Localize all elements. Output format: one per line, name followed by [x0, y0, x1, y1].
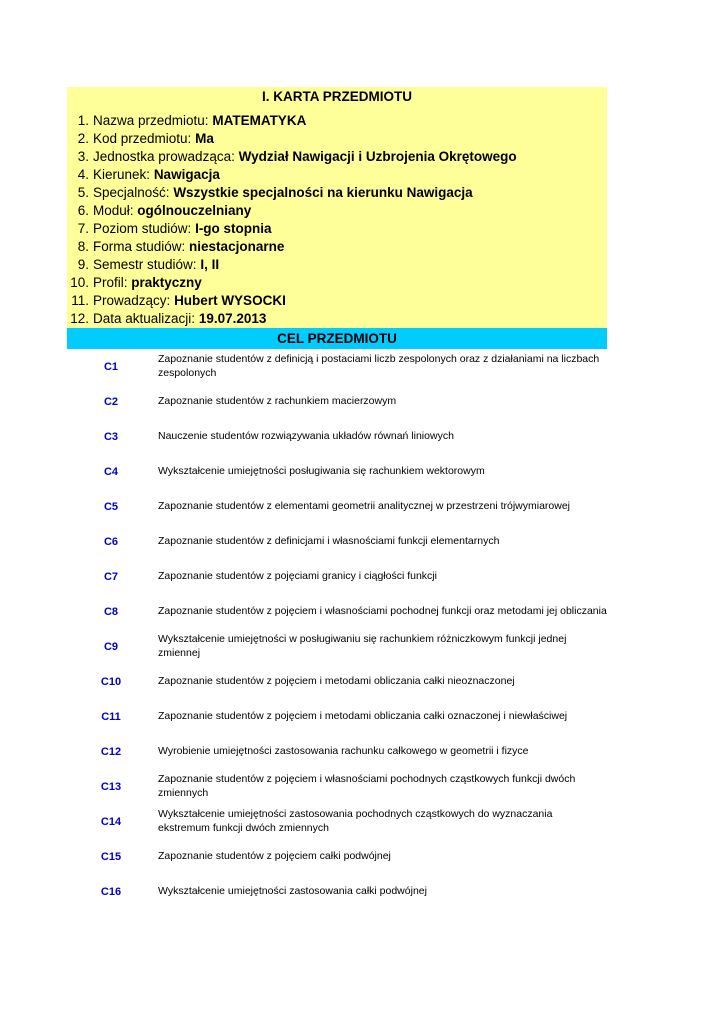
field-number: 5.	[77, 185, 89, 200]
goal-description: Zapoznanie studentów z elementami geometrii analitycznej w przestrzeni trójwymiarowej	[158, 499, 571, 512]
field-value: Wydział Nawigacji i Uzbrojenia Okrętowego	[238, 149, 517, 164]
karta-title: I. KARTA PRZEDMIOTU	[262, 89, 412, 104]
goal-row	[67, 874, 607, 909]
goal-code: C14	[100, 815, 122, 828]
field-number: 12.	[70, 311, 89, 326]
karta-field-row	[67, 292, 607, 310]
goal-text-cell	[158, 699, 607, 734]
karta-field-row	[67, 130, 607, 148]
field-label: Kierunek:	[93, 167, 151, 182]
goal-description: Wykształcenie umiejętności zastosowania pochodnych cząstkowych do wyznaczania ekstremum funkcji dwóch zmiennych	[158, 808, 553, 834]
goal-text-cell	[158, 769, 607, 804]
goal-description: Nauczenie studentów rozwiązywania układów równań liniowych	[158, 429, 454, 442]
goal-description: Zapoznanie studentów z pojęciem i metodami obliczania całki nieoznaczonej	[158, 674, 515, 687]
goal-row	[67, 489, 607, 524]
field-number: 9.	[77, 257, 89, 272]
karta-field-row	[67, 184, 607, 202]
field-label: Nazwa przedmiotu:	[93, 113, 209, 128]
field-label: Poziom studiów:	[93, 221, 192, 236]
goal-code: C5	[103, 500, 119, 513]
goal-row	[67, 699, 607, 734]
goal-row	[67, 524, 607, 559]
field-number: 1.	[77, 113, 89, 128]
field-number: 10.	[70, 275, 89, 290]
goal-description: Wykształcenie umiejętności posługiwania się rachunkiem wektorowym	[158, 464, 485, 477]
field-label: Data aktualizacji:	[93, 311, 196, 326]
cel-przedmiotu-header: CEL PRZEDMIOTU	[67, 328, 607, 349]
goal-description: Zapoznanie studentów z pojęciem i własnościami pochodnej funkcji oraz metodami jej obliczania	[158, 604, 607, 617]
goal-row	[67, 664, 607, 699]
goal-code: C3	[103, 430, 119, 443]
goal-text-cell	[158, 524, 607, 559]
goal-text-cell	[158, 489, 607, 524]
goal-code: C6	[103, 535, 119, 548]
field-number: 8.	[77, 239, 89, 254]
field-value: I, II	[200, 257, 220, 272]
field-value: niestacjonarne	[189, 239, 285, 254]
goal-text-cell	[158, 839, 607, 874]
goal-row	[67, 629, 607, 664]
goal-code: C11	[101, 710, 121, 723]
field-value: praktyczny	[131, 275, 202, 290]
field-value: Wszystkie specjalności na kierunku Nawigacja	[173, 185, 473, 200]
goal-description: Zapoznanie studentów z definicją i postaciami liczb zespolonych oraz z działaniami na liczbach zespolonych	[158, 353, 600, 379]
goal-text-cell	[158, 594, 607, 629]
goal-row	[67, 734, 607, 769]
field-number: 3.	[77, 149, 89, 164]
goal-text-cell	[158, 874, 607, 909]
goal-description: Zapoznanie studentów z pojęciem i własnościami pochodnych cząstkowych funkcji dwóch zmiennych	[158, 773, 576, 799]
karta-field-row	[67, 310, 607, 328]
karta-field-row	[67, 112, 607, 130]
goal-description: Wykształcenie umiejętności w posługiwaniu się rachunkiem różniczkowym funkcji jednej zmiennej	[158, 633, 567, 659]
goal-text-cell	[158, 454, 607, 489]
goals-table	[67, 349, 607, 909]
karta-field-row	[67, 220, 607, 238]
goal-row	[67, 804, 607, 839]
field-number: 2.	[77, 131, 89, 146]
goal-description: Zapoznanie studentów z pojęciem całki podwójnej	[158, 849, 391, 862]
karta-fields	[67, 112, 607, 328]
goal-row	[67, 839, 607, 874]
field-value: I-go stopnia	[195, 221, 272, 236]
goal-text-cell	[158, 559, 607, 594]
field-number: 7.	[77, 221, 89, 236]
field-number: 4.	[77, 167, 89, 182]
field-label: Profil:	[93, 275, 128, 290]
field-label: Moduł:	[93, 203, 134, 218]
goal-row	[67, 454, 607, 489]
karta-field-row	[67, 148, 607, 166]
goal-code: C2	[103, 395, 119, 408]
goal-description: Zapoznanie studentów z pojęciem i metodami obliczania całki oznaczonej i niewłaściwej	[158, 709, 568, 722]
karta-field-row	[67, 274, 607, 292]
field-label: Forma studiów:	[93, 239, 186, 254]
goal-code: C1	[103, 360, 119, 373]
karta-field-row	[67, 238, 607, 256]
goal-row	[67, 419, 607, 454]
goal-description: Zapoznanie studentów z rachunkiem macierzowym	[158, 394, 397, 407]
goal-row	[67, 769, 607, 804]
goal-code: C12	[100, 745, 122, 758]
field-value: Nawigacja	[153, 167, 220, 182]
field-value: Hubert WYSOCKI	[174, 293, 286, 308]
goal-code: C9	[103, 640, 119, 653]
goal-code: C7	[103, 570, 119, 583]
goal-text-cell	[158, 629, 607, 664]
field-number: 11.	[71, 293, 89, 308]
goal-text-cell	[158, 804, 607, 839]
field-value: Ma	[195, 131, 214, 146]
goal-code: C4	[103, 465, 119, 478]
field-label: Semestr studiów:	[93, 257, 197, 272]
goal-text-cell	[158, 419, 607, 454]
goal-code: C10	[100, 675, 122, 688]
karta-field-row	[67, 256, 607, 274]
karta-przedmiotu-section	[67, 87, 607, 328]
field-value: 19.07.2013	[198, 311, 267, 326]
goal-description: Zapoznanie studentów z definicjami i własnościami funkcji elementarnych	[158, 534, 500, 547]
goal-code: C16	[100, 885, 122, 898]
field-value: MATEMATYKA	[212, 113, 307, 128]
goal-row	[67, 349, 607, 384]
field-label: Specjalność:	[93, 185, 170, 200]
goal-description: Zapoznanie studentów z pojęciami granicy i ciągłości funkcji	[158, 569, 437, 582]
goal-text-cell	[158, 664, 607, 699]
karta-field-row	[67, 202, 607, 220]
goal-text-cell	[158, 734, 607, 769]
field-number: 6.	[77, 203, 89, 218]
goal-description: Wykształcenie umiejętności zastosowania całki podwójnej	[158, 884, 427, 897]
goal-text-cell	[158, 349, 607, 384]
field-value: ogólnouczelniany	[137, 203, 252, 218]
goal-text-cell	[158, 384, 607, 419]
goal-code: C15	[100, 850, 122, 863]
goal-row	[67, 594, 607, 629]
goal-row	[67, 559, 607, 594]
goal-row	[67, 384, 607, 419]
goal-description: Wyrobienie umiejętności zastosowania rachunku całkowego w geometrii i fizyce	[158, 744, 529, 757]
field-label: Prowadzący:	[93, 293, 171, 308]
karta-field-row	[67, 166, 607, 184]
field-label: Kod przedmiotu:	[93, 131, 192, 146]
goal-code: C8	[103, 605, 119, 618]
goal-code: C13	[100, 780, 122, 793]
field-label: Jednostka prowadząca:	[93, 149, 235, 164]
